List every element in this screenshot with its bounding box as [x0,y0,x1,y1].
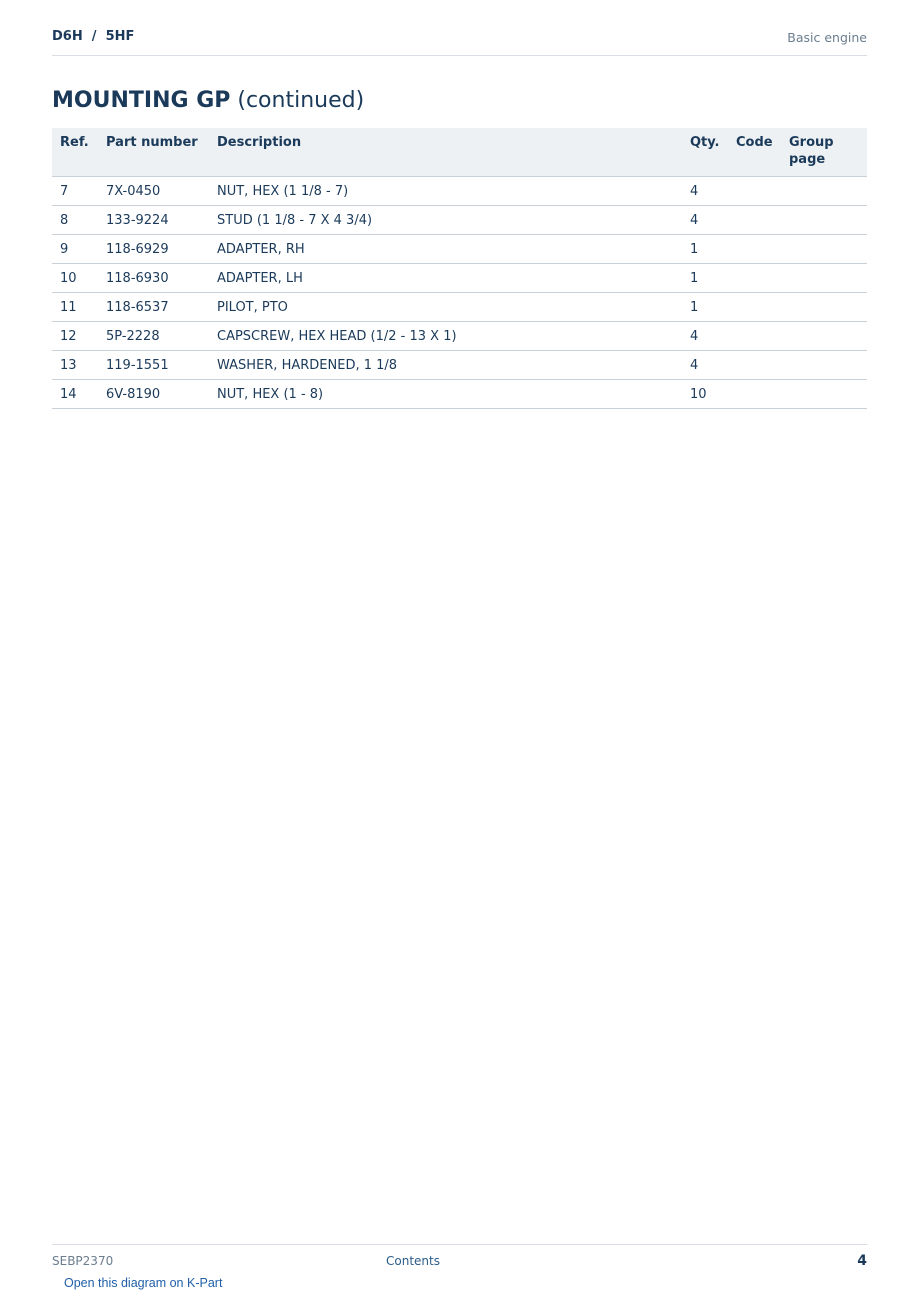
table-row [52,351,867,380]
table-row [52,206,867,235]
cell-code [728,380,781,409]
cell-part-number: 6V-8190 [98,380,209,409]
cell-ref: 7 [52,177,98,206]
cell-part-number: 133-9224 [98,206,209,235]
page-number: 4 [857,1253,867,1269]
document-id: SEBP2370 [52,1254,114,1268]
cell-qty: 4 [682,351,728,380]
page-footer [52,1244,867,1275]
cell-code [728,351,781,380]
table-row [52,264,867,293]
cell-code [728,322,781,351]
cell-part-number: 118-6929 [98,235,209,264]
cell-qty: 10 [682,380,728,409]
cell-description: CAPSCREW, HEX HEAD (1/2 - 13 X 1) [209,322,682,351]
cell-group-page [781,206,867,235]
col-header-ref: Ref. [52,128,98,177]
cell-description: ADAPTER, RH [209,235,682,264]
cell-ref: 8 [52,206,98,235]
open-kpart-link[interactable]: Open this diagram on K-Part [64,1276,223,1290]
cell-description: STUD (1 1/8 - 7 X 4 3/4) [209,206,682,235]
cell-description: PILOT, PTO [209,293,682,322]
cell-part-number: 118-6537 [98,293,209,322]
title-suffix: (continued) [237,88,365,113]
title-main: MOUNTING GP [52,88,231,113]
cell-group-page [781,235,867,264]
cell-qty: 1 [682,264,728,293]
breadcrumb: D6H / 5HF [52,29,135,44]
table-row [52,380,867,409]
cell-part-number: 7X-0450 [98,177,209,206]
cell-qty: 1 [682,293,728,322]
cell-description: ADAPTER, LH [209,264,682,293]
table-row [52,177,867,206]
page-header [52,27,867,56]
cell-code [728,264,781,293]
cell-description: WASHER, HARDENED, 1 1/8 [209,351,682,380]
col-header-qty: Qty. [682,128,728,177]
cell-ref: 11 [52,293,98,322]
cell-group-page [781,351,867,380]
cell-ref: 10 [52,264,98,293]
cell-group-page [781,293,867,322]
cell-code [728,235,781,264]
cell-group-page [781,264,867,293]
cell-description: NUT, HEX (1 1/8 - 7) [209,177,682,206]
cell-code [728,177,781,206]
cell-ref: 12 [52,322,98,351]
col-header-group-page: Group page [781,128,867,177]
cell-group-page [781,380,867,409]
table-row [52,293,867,322]
cell-qty: 1 [682,235,728,264]
parts-table [52,128,867,409]
contents-link[interactable]: Contents [386,1254,440,1268]
cell-ref: 13 [52,351,98,380]
col-header-code: Code [728,128,781,177]
cell-qty: 4 [682,206,728,235]
col-header-description: Description [209,128,682,177]
table-header-row [52,128,867,177]
cell-part-number: 118-6930 [98,264,209,293]
cell-group-page [781,322,867,351]
cell-ref: 9 [52,235,98,264]
cell-ref: 14 [52,380,98,409]
section-label: Basic engine [787,30,867,45]
cell-part-number: 119-1551 [98,351,209,380]
cell-code [728,206,781,235]
table-row [52,235,867,264]
cell-group-page [781,177,867,206]
cell-qty: 4 [682,177,728,206]
page-title [52,88,364,113]
cell-qty: 4 [682,322,728,351]
cell-description: NUT, HEX (1 - 8) [209,380,682,409]
cell-part-number: 5P-2228 [98,322,209,351]
col-header-part-number: Part number [98,128,209,177]
table-row [52,322,867,351]
cell-code [728,293,781,322]
